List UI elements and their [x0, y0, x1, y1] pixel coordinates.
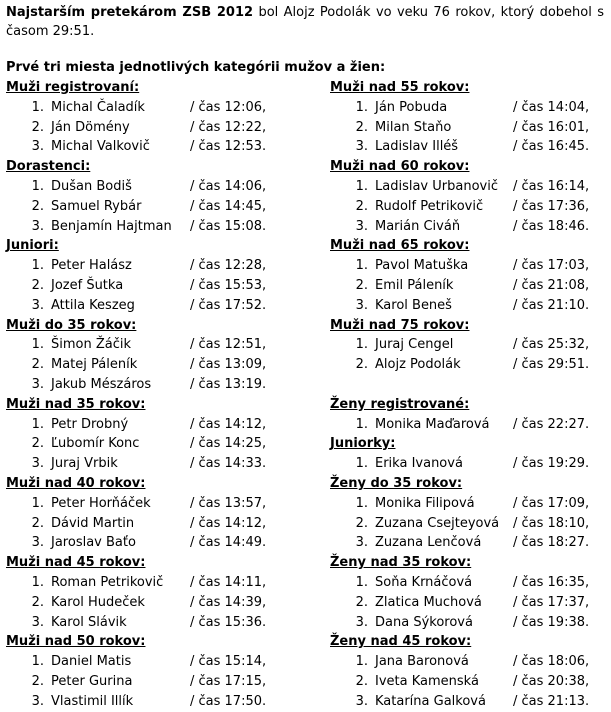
rank-number: 3. [31, 456, 44, 472]
finish-time: / čas 15:14, [190, 654, 267, 670]
runner-name: Juraj Cengel [375, 337, 454, 353]
rank-number: 2. [355, 515, 368, 531]
runner-name: Erika Ivanová [375, 456, 463, 472]
result-row [6, 355, 296, 375]
results-column-right [330, 78, 611, 712]
rank-number: 1. [31, 495, 44, 511]
finish-time: / čas 20:38, [513, 673, 590, 689]
category-heading: Muži nad 45 rokov: [6, 555, 146, 571]
runner-name: Michal Valkovič [51, 139, 150, 155]
finish-time: / čas 15:53, [190, 277, 267, 293]
finish-time: / čas 17:03, [513, 258, 590, 274]
finish-time: / čas 21:13. [513, 693, 590, 709]
finish-time: / čas 18:46. [513, 218, 590, 234]
runner-name: Monika Maďarová [375, 416, 490, 432]
runner-name: Peter Halász [51, 258, 132, 274]
runner-name: Zuzana Csejteyová [375, 515, 500, 531]
runner-name: Benjamín Hajtman [51, 218, 172, 234]
runner-name: Petr Drobný [51, 416, 129, 432]
finish-time: / čas 21:10. [513, 297, 590, 313]
runner-name: Šimon Žáčik [51, 337, 132, 353]
finish-time: / čas 17:15, [190, 673, 267, 689]
result-row [330, 514, 611, 534]
rank-number: 2. [355, 594, 368, 610]
category-heading: Muži nad 50 rokov: [6, 634, 146, 650]
runner-name: Roman Petrikovič [51, 574, 164, 590]
finish-time: / čas 13:19. [190, 376, 267, 392]
runner-name: Dušan Bodiš [51, 178, 132, 194]
category-heading: Ženy registrované: [330, 396, 470, 412]
finish-time: / čas 12:28, [190, 258, 267, 274]
finish-time: / čas 16:01, [513, 119, 590, 135]
finish-time: / čas 22:27. [513, 416, 590, 432]
category-heading: Juniorky: [330, 436, 396, 452]
rank-number: 2. [31, 119, 44, 135]
rank-number: 2. [31, 436, 44, 452]
category-heading: Muži nad 40 rokov: [6, 475, 146, 491]
result-row [6, 375, 296, 395]
finish-time: / čas 14:25, [190, 436, 267, 452]
category-heading: Ženy do 35 rokov: [330, 475, 463, 491]
category-heading: Muži nad 75 rokov: [330, 317, 470, 333]
runner-name: Rudolf Petrikovič [375, 198, 484, 214]
rank-number: 1. [31, 99, 44, 115]
result-row [6, 276, 296, 296]
result-row [330, 652, 611, 672]
rank-number: 3. [355, 693, 368, 709]
category-heading: Muži nad 55 rokov: [330, 80, 470, 95]
result-row [330, 98, 611, 118]
runner-name: Jana Baronová [375, 654, 469, 670]
rank-number: 1. [31, 574, 44, 590]
finish-time: / čas 19:38. [513, 614, 590, 630]
result-row [330, 573, 611, 593]
category-heading: Muži do 35 rokov: [6, 317, 137, 333]
rank-number: 2. [31, 594, 44, 610]
runner-name: Ľubomír Konc [51, 436, 140, 452]
intro-bold-text: Najstarším pretekárom ZSB 2012 [6, 5, 254, 20]
finish-time: / čas 15:08. [190, 218, 267, 234]
result-row [6, 573, 296, 593]
runner-name: Karol Slávik [51, 614, 127, 630]
result-row [330, 256, 611, 276]
runner-name: Alojz Podolák [375, 357, 461, 373]
category-heading: Muži nad 60 rokov: [330, 159, 470, 175]
rank-number: 3. [31, 218, 44, 234]
category-heading: Ženy nad 45 rokov: [330, 634, 472, 650]
finish-time: / čas 16:45. [513, 139, 590, 155]
runner-name: Monika Filipová [375, 495, 475, 511]
result-row [330, 296, 611, 316]
rank-number: 3. [355, 139, 368, 155]
rank-number: 1. [355, 574, 368, 590]
result-row [6, 454, 296, 474]
rank-number: 3. [355, 614, 368, 630]
result-row [330, 335, 611, 355]
rank-number: 3. [31, 535, 44, 551]
finish-time: / čas 15:36. [190, 614, 267, 630]
runner-name: Michal Čaladík [51, 99, 145, 115]
finish-time: / čas 17:37, [513, 594, 590, 610]
rank-number: 2. [31, 277, 44, 293]
result-row [6, 514, 296, 534]
runner-name: Jakub Mészáros [51, 376, 152, 392]
rank-number: 2. [31, 515, 44, 531]
result-row [6, 434, 296, 454]
finish-time: / čas 14:39, [190, 594, 267, 610]
finish-time: / čas 14:06, [190, 178, 267, 194]
rank-number: 2. [355, 119, 368, 135]
rank-number: 1. [355, 416, 368, 432]
finish-time: / čas 14:04, [513, 99, 590, 115]
rank-number: 1. [355, 337, 368, 353]
runner-name: Ján Dömény [51, 119, 130, 135]
finish-time: / čas 14:49. [190, 535, 267, 551]
result-row [330, 593, 611, 613]
result-row [330, 276, 611, 296]
rank-number: 1. [31, 654, 44, 670]
result-row [6, 217, 296, 237]
runner-name: Samuel Rybár [51, 198, 142, 214]
rank-number: 3. [31, 376, 44, 392]
result-row [6, 177, 296, 197]
rank-number: 1. [355, 456, 368, 472]
rank-number: 2. [31, 673, 44, 689]
finish-time: / čas 12:06, [190, 99, 267, 115]
finish-time: / čas 14:33. [190, 456, 267, 472]
runner-name: Karol Beneš [375, 297, 452, 313]
finish-time: / čas 13:57, [190, 495, 267, 511]
category-heading: Muži registrovaní: [6, 80, 140, 95]
result-row [330, 177, 611, 197]
runner-name: Peter Horňáček [51, 495, 151, 511]
rank-number: 1. [355, 258, 368, 274]
rank-number: 2. [355, 673, 368, 689]
runner-name: Pavol Matuška [375, 258, 469, 274]
rank-number: 3. [355, 297, 368, 313]
finish-time: / čas 29:51. [513, 357, 590, 373]
rank-number: 1. [355, 178, 368, 194]
result-row [330, 197, 611, 217]
rank-number: 2. [355, 198, 368, 214]
rank-number: 3. [31, 297, 44, 313]
result-row [330, 613, 611, 633]
result-row [330, 454, 611, 474]
result-row [6, 256, 296, 276]
finish-time: / čas 12:53. [190, 139, 267, 155]
result-row [6, 533, 296, 553]
result-row [6, 415, 296, 435]
category-heading: Ženy nad 35 rokov: [330, 555, 472, 571]
runner-name: Ladislav Urbanovič [375, 178, 498, 194]
finish-time: / čas 25:32, [513, 337, 590, 353]
result-row [6, 652, 296, 672]
result-row [6, 118, 296, 138]
runner-name: Dana Sýkorová [375, 614, 473, 630]
runner-name: Karol Hudeček [51, 594, 145, 610]
rank-number: 2. [31, 357, 44, 373]
runner-name: Ján Pobuda [375, 99, 448, 115]
runner-name: Marián Civáň [375, 218, 461, 234]
result-row [6, 494, 296, 514]
finish-time: / čas 12:22, [190, 119, 267, 135]
finish-time: / čas 17:50. [190, 693, 267, 709]
rank-number: 3. [31, 693, 44, 709]
rank-number: 1. [355, 654, 368, 670]
rank-number: 2. [355, 357, 368, 373]
finish-time: / čas 14:11, [190, 574, 267, 590]
finish-time: / čas 17:52. [190, 297, 267, 313]
result-row [6, 613, 296, 633]
category-heading: Muži nad 35 rokov: [6, 396, 146, 412]
result-row [330, 217, 611, 237]
result-row [6, 98, 296, 118]
finish-time: / čas 18:10, [513, 515, 590, 531]
result-row [330, 137, 611, 157]
runner-name: Peter Gurina [51, 673, 133, 689]
results-subtitle: Prvé tri miesta jednotlivých kategórii mužov a žien: [6, 60, 386, 75]
rank-number: 3. [355, 535, 368, 551]
category-heading: Muži nad 65 rokov: [330, 238, 470, 254]
finish-time: / čas 18:06, [513, 654, 590, 670]
category-heading: Dorastenci: [6, 159, 91, 175]
runner-name: Iveta Kamenská [375, 673, 479, 689]
runner-name: Jozef Šutka [51, 277, 124, 293]
runner-name: Milan Staňo [375, 119, 452, 135]
runner-name: Katarína Galková [375, 693, 486, 709]
result-row [6, 137, 296, 157]
rank-number: 3. [31, 614, 44, 630]
rank-number: 1. [355, 495, 368, 511]
runner-name: Zuzana Lenčová [375, 535, 482, 551]
finish-time: / čas 14:45, [190, 198, 267, 214]
finish-time: / čas 14:12, [190, 416, 267, 432]
runner-name: Emil Páleník [375, 277, 454, 293]
category-heading: Juniori: [6, 238, 59, 254]
finish-time: / čas 16:35, [513, 574, 590, 590]
result-row [6, 335, 296, 355]
rank-number: 1. [355, 99, 368, 115]
rank-number: 3. [355, 218, 368, 234]
finish-time: / čas 19:29. [513, 456, 590, 472]
finish-time: / čas 21:08, [513, 277, 590, 293]
result-row [330, 672, 611, 692]
intro-text: bol Alojz Podolák vo veku 76 rokov, ktorý dobehol s časom 29:51. [6, 5, 604, 39]
rank-number: 1. [31, 258, 44, 274]
result-row [6, 692, 296, 712]
intro-paragraph [6, 3, 604, 41]
result-row [6, 197, 296, 217]
result-row [330, 415, 611, 435]
rank-number: 1. [31, 178, 44, 194]
result-row [6, 296, 296, 316]
runner-name: Daniel Matis [51, 654, 132, 670]
rank-number: 3. [31, 139, 44, 155]
rank-number: 2. [31, 198, 44, 214]
rank-number: 1. [31, 337, 44, 353]
result-row [330, 118, 611, 138]
finish-time: / čas 12:51, [190, 337, 267, 353]
runner-name: Dávid Martin [51, 515, 135, 531]
result-row [6, 593, 296, 613]
result-row [330, 533, 611, 553]
result-row [330, 494, 611, 514]
result-row [6, 672, 296, 692]
rank-number: 1. [31, 416, 44, 432]
finish-time: / čas 17:09, [513, 495, 590, 511]
runner-name: Ladislav Illéš [375, 139, 459, 155]
rank-number: 2. [355, 277, 368, 293]
runner-name: Zlatica Muchová [375, 594, 482, 610]
runner-name: Matej Páleník [51, 357, 138, 373]
finish-time: / čas 13:09, [190, 357, 267, 373]
finish-time: / čas 18:27. [513, 535, 590, 551]
result-row [330, 355, 611, 375]
runner-name: Juraj Vrbik [51, 456, 118, 472]
runner-name: Jaroslav Baťo [51, 535, 136, 551]
results-column-left [6, 78, 296, 712]
runner-name: Attila Keszeg [51, 297, 135, 313]
runner-name: Soňa Krnáčová [375, 574, 473, 590]
finish-time: / čas 17:36, [513, 198, 590, 214]
finish-time: / čas 14:12, [190, 515, 267, 531]
result-row [330, 692, 611, 712]
finish-time: / čas 16:14, [513, 178, 590, 194]
runner-name: Vlastimil Illík [51, 693, 134, 709]
spacer [330, 375, 611, 395]
